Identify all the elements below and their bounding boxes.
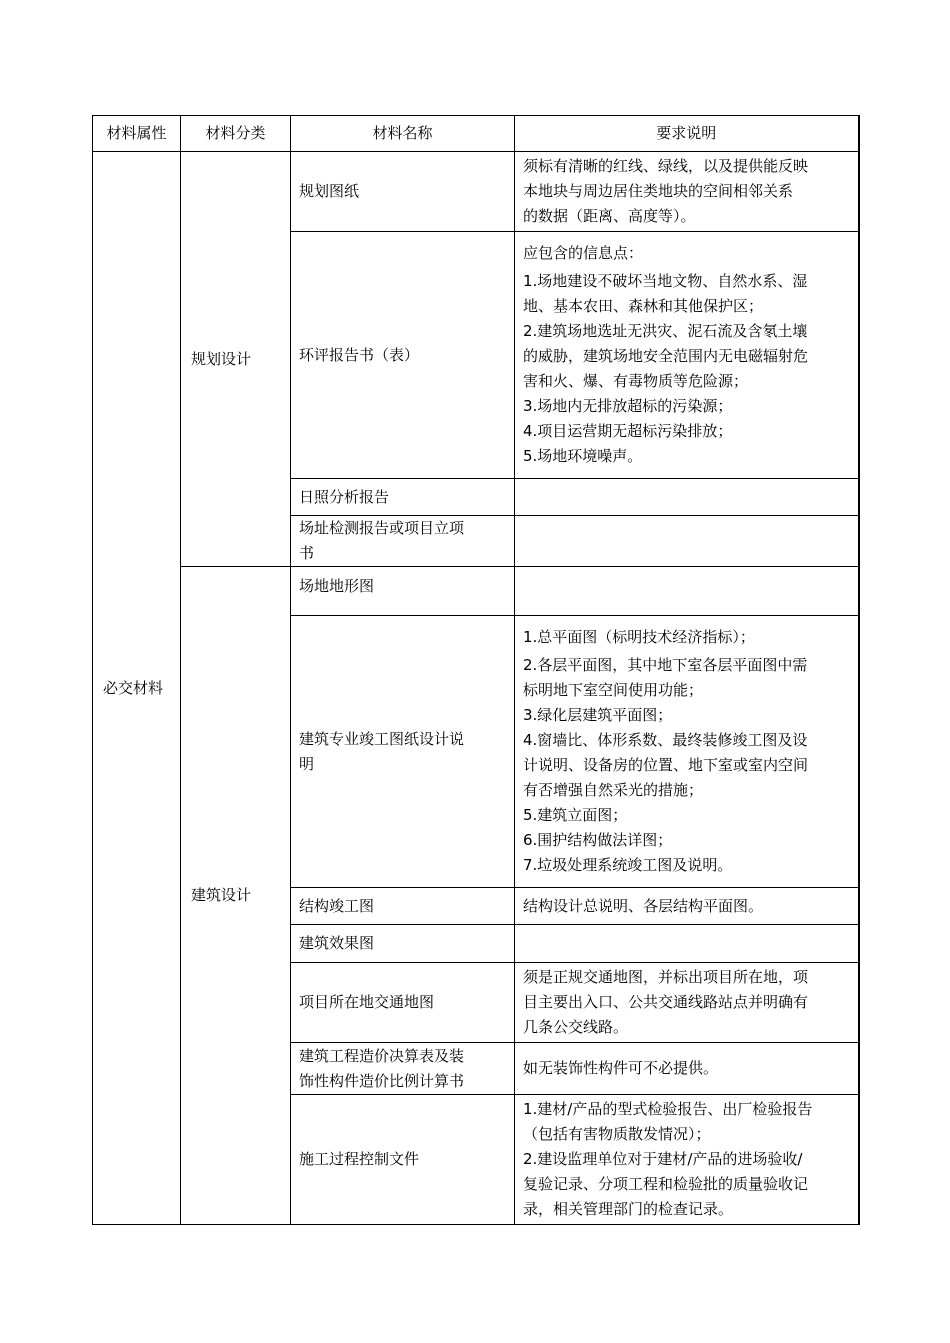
header-category: 材料分类 — [181, 116, 291, 152]
requirement-line: 3.场地内无排放超标的污染源； — [523, 397, 733, 415]
material-name: 场地地形图 — [299, 577, 375, 595]
requirement-line: 计说明、设备房的位置、地下室或室内空间 — [523, 756, 809, 774]
requirement-line: 目主要出入口、公共交通线路站点并明确有 — [523, 993, 809, 1011]
material-name: 结构竣工图 — [299, 896, 375, 915]
requirement-cell — [515, 888, 859, 925]
requirement-line: 的威胁，建筑场地安全范围内无电磁辐射危 — [523, 347, 809, 365]
material-name: 明 — [299, 754, 315, 773]
requirement-line: 5.场地环境噪声。 — [523, 447, 643, 465]
requirement-cell — [515, 479, 859, 516]
material-name: 书 — [299, 544, 315, 562]
materials-table — [92, 115, 860, 1225]
material-name-cell — [291, 616, 515, 888]
material-name-cell — [291, 516, 515, 567]
requirement-line: 2.建筑场地选址无洪灾、泥石流及含氡土壤 — [523, 322, 808, 340]
requirement-line: 1.场地建设不破坏当地文物、自然水系、湿 — [523, 272, 808, 290]
table-row — [93, 152, 859, 232]
header-attribute: 材料属性 — [93, 116, 181, 152]
requirement-line: 如无装饰性构件可不必提供。 — [523, 1059, 719, 1077]
material-name: 建筑工程造价决算表及装 — [299, 1046, 465, 1065]
requirement-line: 4.窗墙比、体形系数、最终装修竣工图及设 — [523, 731, 808, 749]
header-row — [93, 116, 859, 152]
requirement-line: 有否增强自然采光的措施； — [523, 781, 704, 799]
material-name-cell — [291, 232, 515, 479]
requirement-cell — [515, 616, 859, 888]
material-name-cell — [291, 888, 515, 925]
attribute-cell: 必交材料 — [93, 152, 181, 1225]
material-name-cell — [291, 479, 515, 516]
requirement-line: 几条公交线路。 — [523, 1018, 629, 1036]
material-name: 场址检测报告或项目立项 — [299, 519, 465, 537]
requirement-line: 地、基本农田、森林和其他保护区； — [523, 297, 764, 315]
requirement-line: 1.总平面图（标明技术经济指标）； — [523, 628, 755, 646]
requirement-line: 害和火、爆、有毒物质等危险源； — [523, 372, 749, 390]
material-name: 施工过程控制文件 — [299, 1150, 420, 1168]
table-row — [93, 567, 859, 616]
material-name: 规划图纸 — [299, 182, 360, 200]
material-name-cell — [291, 152, 515, 232]
requirement-line: 标明地下室空间使用功能； — [523, 681, 704, 699]
requirement-cell — [515, 567, 859, 616]
requirement-cell — [515, 516, 859, 567]
requirement-line: （包括有害物质散发情况）； — [523, 1125, 711, 1143]
requirement-line: 结构设计总说明、各层结构平面图。 — [523, 896, 764, 915]
material-name-cell — [291, 963, 515, 1043]
requirement-line: 3.绿化层建筑平面图； — [523, 706, 673, 724]
header-requirement: 要求说明 — [515, 116, 859, 152]
material-name: 饰性构件造价比例计算书 — [299, 1071, 465, 1090]
requirement-line: 2.建设监理单位对于建材/产品的进场验收/ — [523, 1150, 803, 1168]
material-name: 项目所在地交通地图 — [299, 993, 435, 1011]
requirement-line: 本地块与周边居住类地块的空间相邻关系 — [523, 182, 794, 200]
category-cell: 建筑设计 — [181, 567, 291, 1225]
requirement-line: 1.建材/产品的型式检验报告、出厂检验报告 — [523, 1100, 813, 1118]
material-name: 环评报告书（表） — [299, 345, 420, 364]
material-name: 日照分析报告 — [299, 487, 390, 506]
requirement-line: 复验记录、分项工程和检验批的质量验收记 — [523, 1175, 809, 1193]
requirement-cell — [515, 152, 859, 232]
requirement-cell — [515, 963, 859, 1043]
material-name-cell — [291, 567, 515, 616]
requirement-line: 2.各层平面图，其中地下室各层平面图中需 — [523, 656, 808, 674]
requirement-cell — [515, 1043, 859, 1095]
material-name-cell — [291, 925, 515, 963]
material-name: 建筑专业竣工图纸设计说 — [299, 729, 465, 748]
requirement-cell — [515, 1095, 859, 1225]
requirement-line: 的数据（距离、高度等）。 — [523, 207, 696, 225]
requirement-line: 须标有清晰的红线、绿线，以及提供能反映 — [523, 157, 809, 175]
requirement-line: 6.围护结构做法详图； — [523, 831, 673, 849]
material-name: 建筑效果图 — [299, 934, 375, 952]
category-cell: 规划设计 — [181, 152, 291, 567]
requirement-cell — [515, 925, 859, 963]
requirement-line: 5.建筑立面图； — [523, 806, 628, 824]
header-name: 材料名称 — [291, 116, 515, 152]
requirement-line: 应包含的信息点： — [523, 244, 644, 262]
requirement-cell — [515, 232, 859, 479]
material-name-cell — [291, 1095, 515, 1225]
material-name-cell — [291, 1043, 515, 1095]
requirement-line: 7.垃圾处理系统竣工图及说明。 — [523, 856, 733, 874]
requirement-line: 录，相关管理部门的检查记录。 — [523, 1200, 734, 1218]
requirement-line: 4.项目运营期无超标污染排放； — [523, 422, 733, 440]
requirement-line: 须是正规交通地图，并标出项目所在地，项 — [523, 968, 809, 986]
